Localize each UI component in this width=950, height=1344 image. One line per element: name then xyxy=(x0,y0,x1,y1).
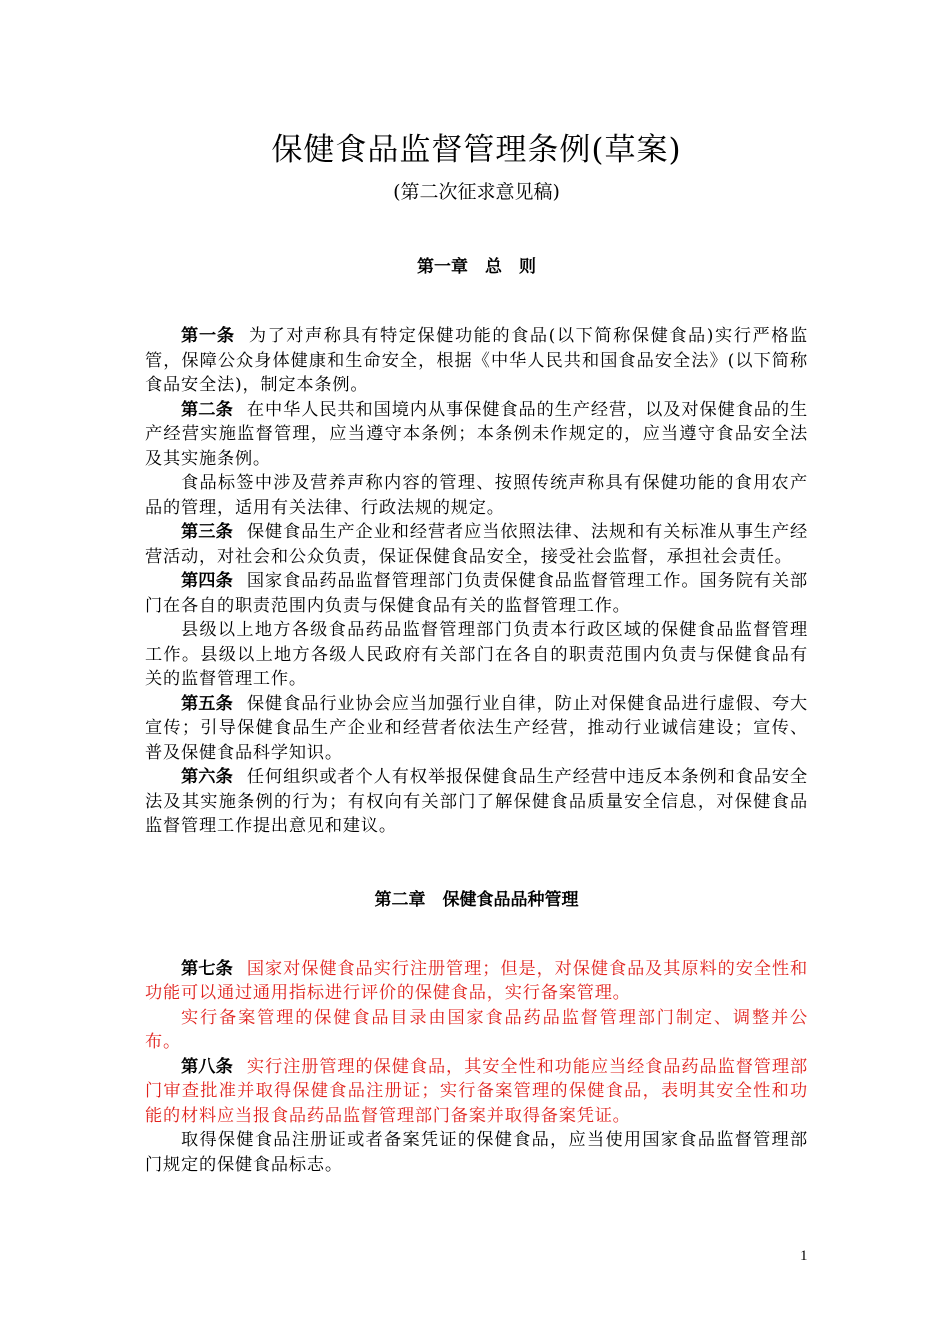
article-text: 取得保健食品注册证或者备案凭证的保健食品，应当使用国家食品监督管理部门规定的保健食品标志。 xyxy=(145,1130,808,1175)
article-paragraph xyxy=(145,692,808,766)
article-text: 保健食品行业协会应当加强行业自律，防止对保健食品进行虚假、夸大宣传；引导保健食品生产企业和经营者依法生产经营，推动行业诚信建设；宣传、普及保健食品科学知识。 xyxy=(145,693,808,763)
article-paragraph xyxy=(145,520,808,569)
chapter-2-heading: 第二章 保健食品品种管理 xyxy=(374,889,579,910)
article-paragraph xyxy=(145,957,808,1006)
article-label: 第二条 xyxy=(181,399,233,420)
article-text: 食品标签中涉及营养声称内容的管理、按照传统声称具有保健功能的食用农产品的管理，适用有关法律、行政法规的规定。 xyxy=(145,473,808,518)
article-paragraph xyxy=(145,324,808,398)
continuation-paragraph xyxy=(145,1128,808,1177)
article-text: 实行备案管理的保健食品目录由国家食品药品监督管理部门制定、调整并公布。 xyxy=(145,1007,808,1052)
continuation-paragraph xyxy=(145,471,808,520)
article-paragraph xyxy=(145,1055,808,1129)
page-number: 1 xyxy=(800,1248,808,1264)
article-label: 第八条 xyxy=(181,1056,233,1077)
continuation-paragraph xyxy=(145,618,808,692)
chapter-2-articles xyxy=(145,957,808,1178)
article-label: 第六条 xyxy=(181,767,233,787)
article-label: 第七条 xyxy=(181,958,233,979)
article-label: 第五条 xyxy=(181,693,233,714)
article-label: 第三条 xyxy=(181,522,233,542)
article-text: 保健食品生产企业和经营者应当依照法律、法规和有关标准从事生产经营活动，对社会和公众负责，保证保健食品安全，接受社会监督，承担社会责任。 xyxy=(145,522,808,567)
article-text: 国家食品药品监督管理部门负责保健食品监督管理工作。国务院有关部门在各自的职责范围内负责与保健食品有关的监督管理工作。 xyxy=(145,571,808,616)
article-text: 为了对声称具有特定保健功能的食品(以下简称保健食品)实行严格监管，保障公众身体健康和生命安全，根据《中华人民共和国食品安全法》(以下简称食品安全法)，制定本条例。 xyxy=(145,326,808,395)
continuation-paragraph xyxy=(145,1006,808,1055)
article-text: 在中华人民共和国境内从事保健食品的生产经营，以及对保健食品的生产经营实施监督管理，应当遵守本条例；本条例未作规定的，应当遵守食品安全法及其实施条例。 xyxy=(145,399,808,469)
article-paragraph xyxy=(145,398,808,472)
article-paragraph xyxy=(145,765,808,839)
article-text: 实行注册管理的保健食品，其安全性和功能应当经食品药品监督管理部门审查批准并取得保健食品注册证；实行备案管理的保健食品，表明其安全性和功能的材料应当报食品药品监督管理部门备案并取得备案凭证。 xyxy=(145,1056,808,1126)
article-label: 第一条 xyxy=(181,326,235,346)
article-text: 县级以上地方各级食品药品监督管理部门负责本行政区域的保健食品监督管理工作。县级以上地方各级人民政府有关部门在各自的职责范围内负责与保健食品有关的监督管理工作。 xyxy=(145,620,808,689)
article-text: 国家对保健食品实行注册管理；但是，对保健食品及其原料的安全性和功能可以通过通用指标进行评价的保健食品，实行备案管理。 xyxy=(145,958,808,1003)
document-subtitle: (第二次征求意见稿) xyxy=(393,181,560,203)
article-text: 任何组织或者个人有权举报保健食品生产经营中违反本条例和食品安全法及其实施条例的行为；有权向有关部门了解保健食品质量安全信息，对保健食品监督管理工作提出意见和建议。 xyxy=(145,767,808,836)
article-paragraph xyxy=(145,569,808,618)
article-label: 第四条 xyxy=(181,571,233,591)
chapter-1-heading: 第一章 总 则 xyxy=(417,257,536,277)
chapter-1-articles xyxy=(145,324,808,839)
document-body xyxy=(145,128,808,1177)
document-title: 保健食品监督管理条例(草案) xyxy=(271,132,682,168)
